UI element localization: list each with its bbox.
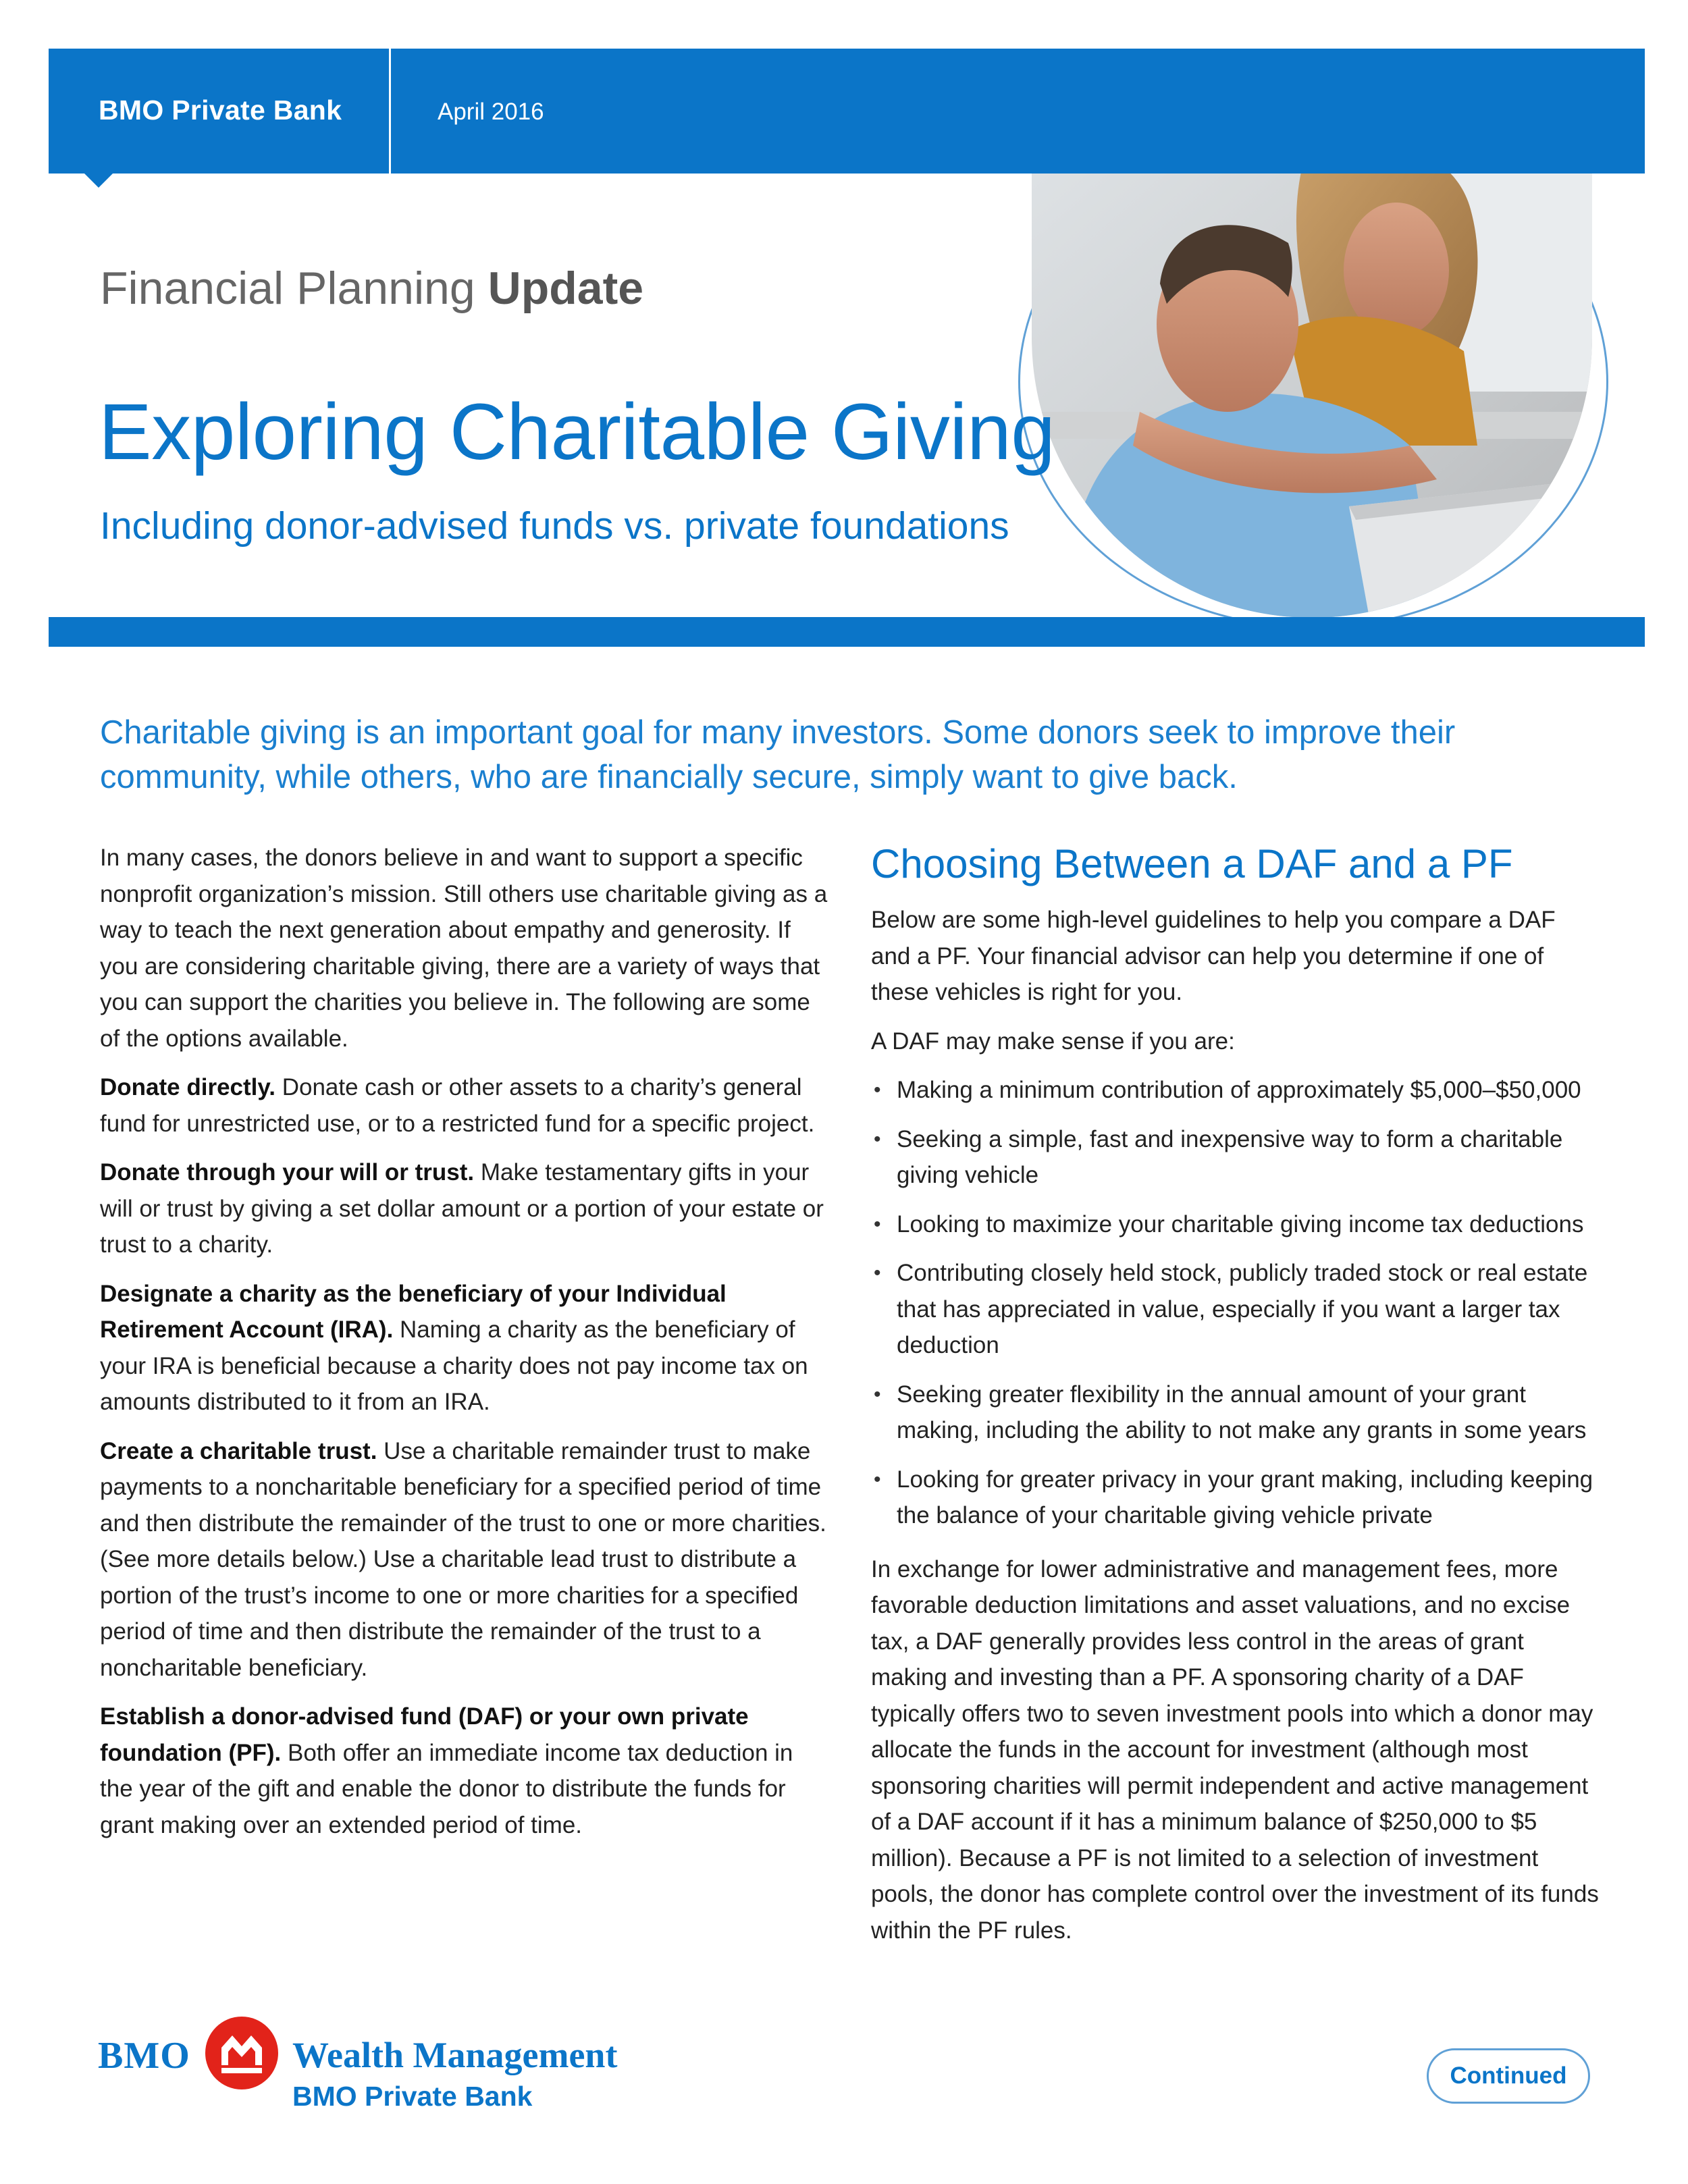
option-text: Naming a charity as the beneficiary of your IRA is beneficial because a charity does not pay income tax on amounts distributed to it from an IRA.: [100, 1316, 808, 1415]
intro-paragraph: Charitable giving is an important goal for many investors. Some donors seek to improve their community, while others, who are financially secure, simply want to give back.: [100, 714, 1456, 795]
series-label-light: Financial Planning: [100, 263, 488, 314]
list-item: • Seeking a simple, fast and inexpensive way to form a charitable giving vehicle: [871, 1121, 1600, 1194]
list-item: • Making a minimum contribution of approximately $5,000–$50,000: [871, 1072, 1600, 1109]
page-title: Exploring Charitable Giving: [99, 388, 1055, 477]
option-text: Make testamentary gifts in your will or trust by giving a set dollar amount or a portion of your estate or trust to a charity.: [100, 1159, 824, 1258]
bmo-roundel-icon: [204, 2015, 280, 2091]
list-item: • Seeking greater flexibility in the annual amount of your grant making, including the ability to not make any grants in some years: [871, 1377, 1600, 1449]
option-title: Designate a charity as the beneficiary of your Individual Retirement Account (IRA).: [100, 1280, 727, 1343]
header-brand: BMO Private Bank: [99, 95, 342, 126]
option-text: Use a charitable remainder trust to make payments to a noncharitable beneficiary for a specified period of time and then distribute the remainder of the trust to one or more charities. (See more details below.) Use a charitable lead trust to distribute a portion of the trust’s income to one or more charities for a specified period of time and then distribute the remainder of the trust to a noncharitable beneficiary.: [100, 1437, 826, 1681]
series-label: [100, 262, 643, 315]
option-item: [100, 1154, 829, 1263]
option-item: [100, 1699, 829, 1843]
option-title: Establish a donor-advised fund (DAF) or your own private foundation (PF).: [100, 1703, 749, 1766]
header-notch: [84, 173, 113, 188]
logo-wealth-management-text: Wealth Management: [292, 2035, 618, 2075]
page-subtitle: Including donor-advised funds vs. private foundations: [100, 504, 1009, 548]
left-paragraph: In many cases, the donors believe in and want to support a specific nonprofit organization’s mission. Still others use charitable giving as a way to teach the next generation about empathy and generosity. If you are considering charitable giving, there are a variety of ways that you can support the charities you believe in. The following are some of the options available.: [100, 845, 828, 1052]
right-column: [871, 840, 1600, 1961]
right-paragraph: A DAF may make sense if you are:: [871, 1028, 1235, 1055]
header-bar-right: [999, 49, 1627, 174]
list-item: • Contributing closely held stock, publicly traded stock or real estate that has appreciated in value, especially if you want a larger tax deduction: [871, 1255, 1600, 1364]
left-column: [100, 840, 829, 1856]
option-item: [100, 1276, 829, 1420]
option-title: Donate directly.: [100, 1074, 275, 1100]
option-item: [100, 1069, 829, 1142]
list-item: • Looking to maximize your charitable giving income tax deductions: [871, 1206, 1600, 1243]
option-item: [100, 1433, 829, 1686]
right-paragraph: In exchange for lower administrative and management fees, more favorable deduction limitations and asset valuations, and no excise tax, a DAF generally provides less control in the areas of grant making and investing than a PF. A sponsoring charity of a DAF typically offers two to seven investment pools into which a donor may allocate the funds in the account for investment (although most sponsoring charities will permit independent and active management of a DAF account if it has a minimum balance of $250,000 to $5 million). Because a PF is not limited to a selection of investment pools, the donor has complete control over the investment of its funds within the PF rules.: [871, 1555, 1599, 1944]
list-item: • Looking for greater privacy in your grant making, including keeping the balance of your charitable giving vehicle private: [871, 1462, 1600, 1534]
header-date: April 2016: [438, 99, 544, 125]
series-label-bold: Update: [487, 263, 644, 314]
header-divider: [389, 49, 391, 174]
option-title: Donate through your will or trust.: [100, 1159, 475, 1186]
right-paragraph: Below are some high-level guidelines to help you compare a DAF and a PF. Your financial advisor can help you determine if one of these vehicles is right for you.: [871, 907, 1556, 1005]
continued-button[interactable]: Continued: [1427, 2048, 1590, 2104]
option-title: Create a charitable trust.: [100, 1437, 377, 1464]
logo-bmo-text: BMO: [98, 2035, 190, 2077]
title-underline-bar: [49, 617, 1645, 647]
option-text: Both offer an immediate income tax deduction in the year of the gift and enable the donor to distribute the funds for grant making over an extended period of time.: [100, 1739, 793, 1838]
option-text: Donate cash or other assets to a charity’s general fund for unrestricted use, or to a restricted fund for a specific project.: [100, 1074, 815, 1137]
daf-criteria-list: [871, 1072, 1600, 1534]
section-heading: Choosing Between a DAF and a PF: [871, 841, 1513, 886]
logo-private-bank-text: BMO Private Bank: [292, 2081, 533, 2112]
